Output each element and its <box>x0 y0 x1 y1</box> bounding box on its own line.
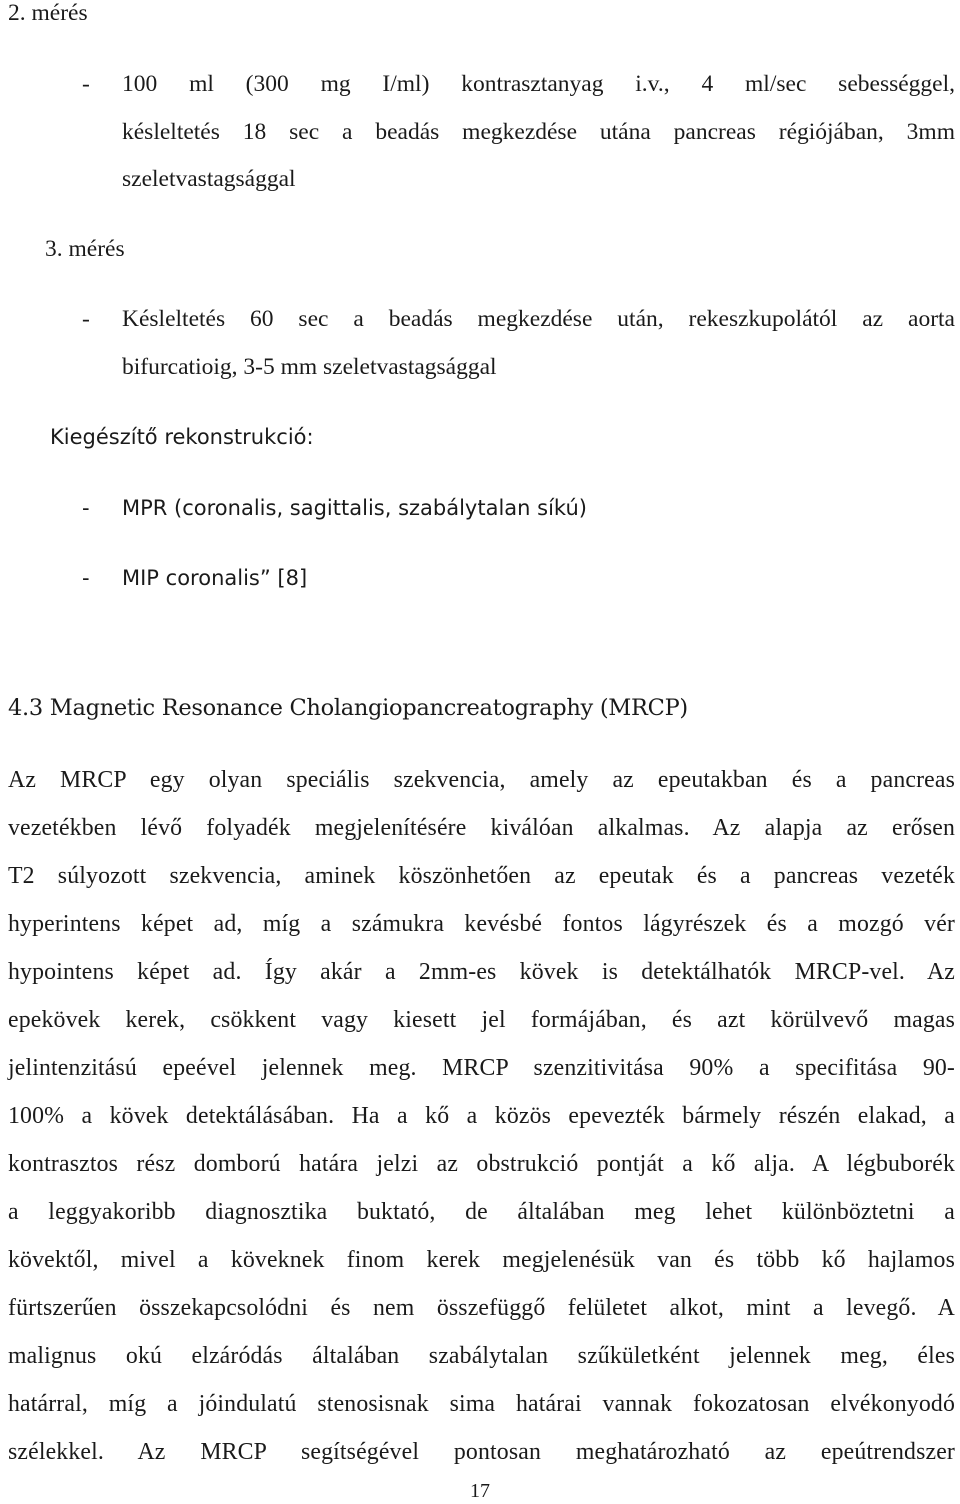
paragraph-line: hypointens képet ad. Így akár a 2mm-es kövek is detektálhatók MRCP-vel. Az <box>8 959 955 985</box>
paragraph-line: 100% a kövek detektálásában. Ha a kő a közös epevezték bármely részén elakad, a <box>8 1103 955 1129</box>
measure-2-line-3: szeletvastagsággal <box>122 166 296 192</box>
paragraph-line: jelintenzitású epeével jelennek meg. MRCP szenzitivitása 90% a specifitása 90- <box>8 1055 955 1081</box>
paragraph-line: hyperintens képet ad, míg a számukra kevésbé fontos lágyrészek és a mozgó vér <box>8 911 955 937</box>
measure-3-line-2: bifurcatioig, 3-5 mm szeletvastagsággal <box>122 354 497 380</box>
measure-2-line-2: késleltetés 18 sec a beadás megkezdése utána pancreas régiójában, 3mm <box>122 119 955 145</box>
measure-3-line-1: Késleltetés 60 sec a beadás megkezdése után, rekeszkupolától az aorta <box>122 306 955 332</box>
paragraph-line: epekövek kerek, csökkent vagy kiesett jel formájában, és azt körülvevő magas <box>8 1007 955 1033</box>
measure-2-line-1: 100 ml (300 mg I/ml) kontrasztanyag i.v., 4 ml/sec sebességgel, <box>122 71 955 97</box>
reconstruction-item-mip: MIP coronalis” [8] <box>122 566 308 590</box>
page-number: 17 <box>470 1480 490 1502</box>
paragraph-line: malignus okú elzáródás általában szabálytalan szűkületként jelennek meg, éles <box>8 1343 955 1369</box>
paragraph-line: kövektől, mivel a köveknek finom kerek megjelenésük van és több kő hajlamos <box>8 1247 955 1273</box>
paragraph-line: Az MRCP egy olyan speciális szekvencia, amely az epeutakban és a pancreas <box>8 767 955 793</box>
reconstruction-item-mpr: MPR (coronalis, sagittalis, szabálytalan síkú) <box>122 496 587 520</box>
reconstruction-dash-2: - <box>82 566 90 590</box>
section-heading: 4.3 Magnetic Resonance Cholangiopancreatography (MRCP) <box>8 695 688 721</box>
measure-2-title: 2. mérés <box>8 0 88 26</box>
measure-3-dash: - <box>82 306 90 332</box>
paragraph-line: vezetékben lévő folyadék megjelenítésére kiválóan alkalmas. Az alapja az erősen <box>8 815 955 841</box>
paragraph-line: a leggyakoribb diagnosztika buktató, de általában meg lehet különböztetni a <box>8 1199 955 1225</box>
reconstruction-dash-1: - <box>82 496 90 520</box>
paragraph-line: T2 súlyozott szekvencia, aminek köszönhetően az epeutak és a pancreas vezeték <box>8 863 955 889</box>
measure-3-title: 3. mérés <box>45 236 125 262</box>
reconstruction-label: Kiegészítő rekonstrukció: <box>50 425 314 449</box>
paragraph-line: fürtszerűen összekapcsolódni és nem összefüggő felületet alkot, mint a levegő. A <box>8 1295 955 1321</box>
measure-2-dash: - <box>82 71 90 97</box>
paragraph-line: szélekkel. Az MRCP segítségével pontosan meghatározható az epeútrendszer <box>8 1439 955 1465</box>
paragraph-line: kontrasztos rész domború határa jelzi az obstrukció pontját a kő alja. A légbuborék <box>8 1151 955 1177</box>
paragraph-line: határral, míg a jóindulatú stenosisnak sima határai vannak fokozatosan elvékonyodó <box>8 1391 955 1417</box>
